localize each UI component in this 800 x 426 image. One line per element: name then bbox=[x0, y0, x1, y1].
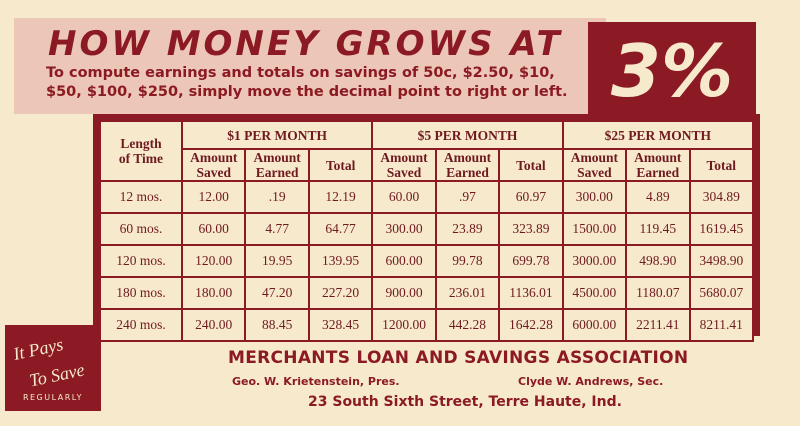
table-cell: 2211.41 bbox=[626, 309, 689, 341]
table-cell: 19.95 bbox=[245, 245, 308, 277]
table-cell: 304.89 bbox=[690, 181, 754, 213]
table-cell: 47.20 bbox=[245, 277, 308, 309]
table-cell: 4500.00 bbox=[563, 277, 626, 309]
table-row bbox=[100, 309, 753, 341]
col-amount-saved: Amount Saved bbox=[372, 149, 435, 181]
table-cell: 300.00 bbox=[372, 213, 435, 245]
row-length: 120 mos. bbox=[100, 245, 182, 277]
table-cell: .19 bbox=[245, 181, 308, 213]
rate-badge: 3% bbox=[588, 22, 756, 120]
table-cell: 600.00 bbox=[372, 245, 435, 277]
table-cell: 139.95 bbox=[309, 245, 372, 277]
col-total: Total bbox=[499, 149, 562, 181]
table-cell: 1642.28 bbox=[499, 309, 562, 341]
table-cell: 120.00 bbox=[182, 245, 245, 277]
row-length: 60 mos. bbox=[100, 213, 182, 245]
table-cell: 12.19 bbox=[309, 181, 372, 213]
table-cell: 99.78 bbox=[436, 245, 499, 277]
table-cell: 300.00 bbox=[563, 181, 626, 213]
table-cell: 12.00 bbox=[182, 181, 245, 213]
secretary-name: Clyde W. Andrews, Sec. bbox=[518, 375, 664, 388]
table-cell: 328.45 bbox=[309, 309, 372, 341]
table-cell: 699.78 bbox=[499, 245, 562, 277]
table-cell: 23.89 bbox=[436, 213, 499, 245]
badge-line-1: It Pays bbox=[11, 333, 65, 365]
table-row bbox=[100, 277, 753, 309]
table-cell: 88.45 bbox=[245, 309, 308, 341]
table-cell: 60.00 bbox=[182, 213, 245, 245]
address: 23 South Sixth Street, Terre Haute, Ind. bbox=[308, 394, 622, 410]
group-header-5: $5 PER MONTH bbox=[372, 121, 562, 149]
table-row bbox=[100, 213, 753, 245]
subtitle: To compute earnings and totals on savings of 50c, $2.50, $10, $50, $100, $250, simply move the decimal point to right or left. bbox=[46, 65, 568, 100]
badge-line-2: To Save bbox=[27, 359, 87, 391]
table-cell: 5680.07 bbox=[690, 277, 754, 309]
col-total: Total bbox=[309, 149, 372, 181]
table-cell: 4.89 bbox=[626, 181, 689, 213]
row-length: 180 mos. bbox=[100, 277, 182, 309]
table-cell: 227.20 bbox=[309, 277, 372, 309]
col-total: Total bbox=[690, 149, 754, 181]
table-cell: 8211.41 bbox=[690, 309, 754, 341]
table-cell: 3000.00 bbox=[563, 245, 626, 277]
savings-table bbox=[99, 120, 754, 342]
table-cell: 64.77 bbox=[309, 213, 372, 245]
table-cell: 442.28 bbox=[436, 309, 499, 341]
table-cell: 240.00 bbox=[182, 309, 245, 341]
table-cell: 60.00 bbox=[372, 181, 435, 213]
table-cell: 60.97 bbox=[499, 181, 562, 213]
savings-table-frame bbox=[93, 114, 760, 336]
table-cell: 236.01 bbox=[436, 277, 499, 309]
group-header-1: $1 PER MONTH bbox=[182, 121, 372, 149]
it-pays-badge bbox=[5, 325, 101, 411]
col-amount-saved: Amount Saved bbox=[182, 149, 245, 181]
table-cell: 119.45 bbox=[626, 213, 689, 245]
col-amount-saved: Amount Saved bbox=[563, 149, 626, 181]
col-amount-earned: Amount Earned bbox=[626, 149, 689, 181]
group-header-25: $25 PER MONTH bbox=[563, 121, 753, 149]
table-cell: 1136.01 bbox=[499, 277, 562, 309]
table-cell: 323.89 bbox=[499, 213, 562, 245]
table-cell: 1500.00 bbox=[563, 213, 626, 245]
page-title: HOW MONEY GROWS AT bbox=[48, 24, 563, 64]
row-length: 240 mos. bbox=[100, 309, 182, 341]
table-cell: 498.90 bbox=[626, 245, 689, 277]
table-row bbox=[100, 245, 753, 277]
col-amount-earned: Amount Earned bbox=[245, 149, 308, 181]
table-cell: .97 bbox=[436, 181, 499, 213]
table-body bbox=[100, 181, 753, 341]
table-cell: 900.00 bbox=[372, 277, 435, 309]
table-cell: 3498.90 bbox=[690, 245, 754, 277]
length-header: Length of Time bbox=[100, 121, 182, 181]
table-cell: 1180.07 bbox=[626, 277, 689, 309]
association-name: MERCHANTS LOAN AND SAVINGS ASSOCIATION bbox=[228, 348, 689, 368]
table-cell: 180.00 bbox=[182, 277, 245, 309]
table-cell: 6000.00 bbox=[563, 309, 626, 341]
row-length: 12 mos. bbox=[100, 181, 182, 213]
table-cell: 1619.45 bbox=[690, 213, 754, 245]
badge-line-3: REGULARLY bbox=[22, 393, 84, 402]
president-name: Geo. W. Krietenstein, Pres. bbox=[232, 375, 400, 388]
table-cell: 4.77 bbox=[245, 213, 308, 245]
table-row bbox=[100, 181, 753, 213]
col-amount-earned: Amount Earned bbox=[436, 149, 499, 181]
table-cell: 1200.00 bbox=[372, 309, 435, 341]
